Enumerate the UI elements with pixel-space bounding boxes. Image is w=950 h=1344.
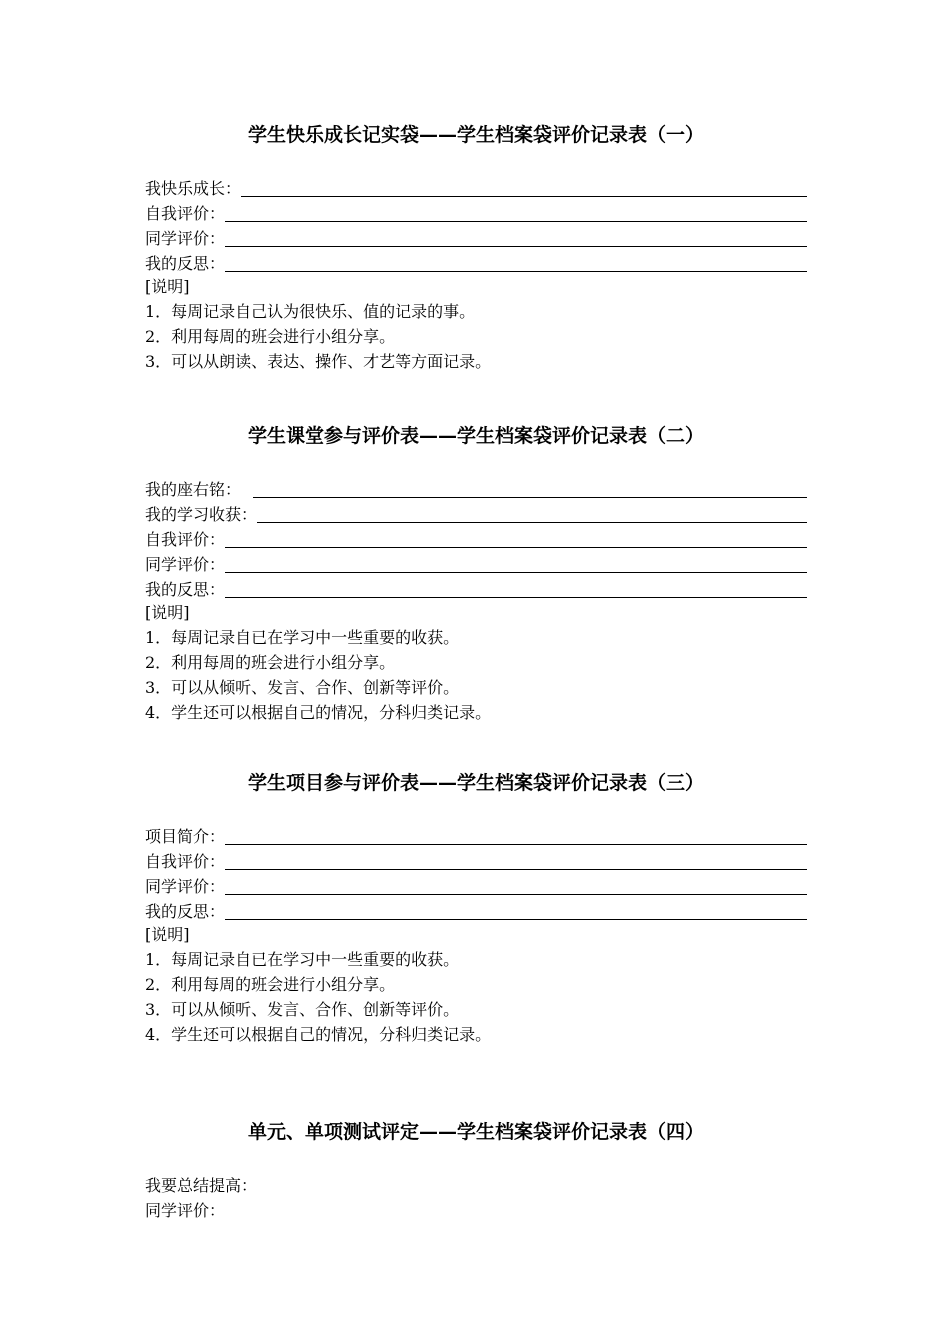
note-item: 1．每周记录自已在学习中一些重要的收获。 (145, 628, 460, 647)
note-header: [说明] (145, 925, 190, 944)
field-label: 我要总结提高： (145, 1176, 258, 1195)
form-field[interactable] (145, 872, 807, 897)
note-item: 3．可以从倾听、发言、合作、创新等评价。 (145, 1000, 460, 1019)
blank-line[interactable] (225, 255, 807, 272)
note-item: 2．利用每周的班会进行小组分享。 (145, 653, 396, 672)
record-form-2 (145, 421, 807, 725)
form-title: 学生项目参与评价表——学生档案袋评价记录表（三） (247, 772, 704, 794)
blank-line[interactable] (225, 531, 807, 548)
form-field[interactable] (145, 1171, 807, 1196)
form-field[interactable] (145, 550, 807, 575)
field-label: 自我评价： (145, 530, 226, 549)
field-label: 自我评价： (145, 852, 226, 871)
field-label: 我的学习收获： (145, 505, 258, 524)
blank-line[interactable] (225, 853, 807, 870)
form-field[interactable] (145, 1196, 807, 1221)
blank-line[interactable] (225, 205, 807, 222)
note-item: 3．可以从倾听、发言、合作、创新等评价。 (145, 678, 460, 697)
form-field[interactable] (145, 199, 807, 224)
form-field[interactable] (145, 500, 807, 525)
form-field[interactable] (145, 249, 807, 274)
form-field[interactable] (145, 847, 807, 872)
field-label: 同学评价： (145, 229, 226, 248)
note-item: 4．学生还可以根据自己的情况，分科归类记录。 (145, 1025, 492, 1044)
note-header: [说明] (145, 277, 190, 296)
record-form-3 (145, 768, 807, 1047)
field-label: 项目简介： (145, 827, 226, 846)
note-item: 2．利用每周的班会进行小组分享。 (145, 327, 396, 346)
note-item: 2．利用每周的班会进行小组分享。 (145, 975, 396, 994)
blank-line[interactable] (241, 180, 807, 197)
blank-line[interactable] (253, 481, 807, 498)
record-form-4 (145, 1117, 807, 1221)
field-label: 自我评价： (145, 204, 226, 223)
note-item: 1．每周记录自己认为很快乐、值的记录的事。 (145, 302, 476, 321)
note-header: [说明] (145, 603, 190, 622)
form-field[interactable] (145, 575, 807, 600)
note-item: 1．每周记录自已在学习中一些重要的收获。 (145, 950, 460, 969)
form-field[interactable] (145, 525, 807, 550)
blank-line[interactable] (225, 581, 807, 598)
form-title: 学生课堂参与评价表——学生档案袋评价记录表（二） (247, 425, 704, 447)
note-item: 4．学生还可以根据自己的情况，分科归类记录。 (145, 703, 492, 722)
field-label: 同学评价： (145, 877, 226, 896)
form-field[interactable] (145, 174, 807, 199)
field-label: 我的反思： (145, 254, 226, 273)
blank-line[interactable] (225, 878, 807, 895)
form-field[interactable] (145, 224, 807, 249)
blank-line[interactable] (257, 506, 807, 523)
blank-line[interactable] (225, 828, 807, 845)
form-title: 单元、单项测试评定——学生档案袋评价记录表（四） (247, 1121, 704, 1143)
blank-line[interactable] (225, 230, 807, 247)
field-label: 同学评价： (145, 555, 226, 574)
field-label: 我的反思： (145, 580, 226, 599)
field-label: 我的座右铭： (145, 480, 242, 499)
record-form-1 (145, 120, 807, 374)
note-item: 3．可以从朗读、表达、操作、才艺等方面记录。 (145, 352, 492, 371)
field-label: 同学评价： (145, 1201, 226, 1220)
form-field[interactable] (145, 475, 807, 500)
blank-line[interactable] (225, 903, 807, 920)
field-label: 我快乐成长： (145, 179, 242, 198)
form-field[interactable] (145, 822, 807, 847)
form-field[interactable] (145, 897, 807, 922)
form-title: 学生快乐成长记实袋——学生档案袋评价记录表（一） (247, 124, 704, 146)
blank-line[interactable] (225, 556, 807, 573)
field-label: 我的反思： (145, 902, 226, 921)
